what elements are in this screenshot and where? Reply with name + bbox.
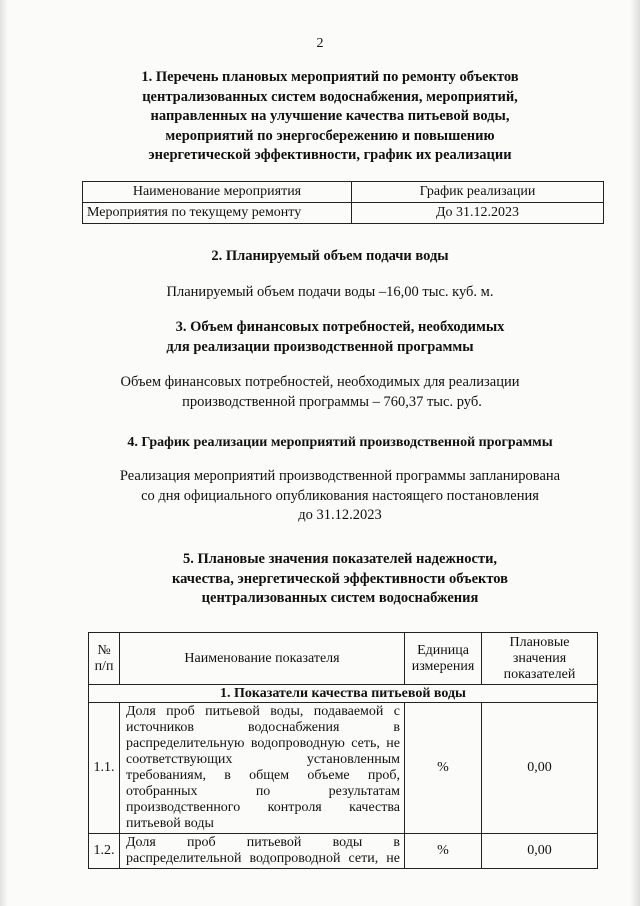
section1-title: [60, 68, 600, 166]
row-indicator-name: [120, 703, 405, 834]
header-activity: Наименование мероприятия: [83, 182, 352, 203]
indicator-line: распределительной водопроводной сети, не: [126, 851, 400, 866]
section3-text-line: Объем финансовых потребностей, необходимых для реализации: [120, 374, 520, 390]
row-unit: %: [405, 703, 482, 834]
section5-title-line: 5. Плановые значения показателей надежности,: [182, 551, 498, 567]
indicator-line: требованиям, в общем объеме проб,: [126, 768, 400, 783]
section3-title-line: 3. Объем финансовых потребностей, необходимых: [175, 319, 505, 335]
section1-title-line: 1. Перечень плановых мероприятий по ремонту объектов: [141, 69, 519, 85]
section3-text: [40, 373, 600, 412]
page-number: 2: [316, 36, 324, 51]
header-number-line: №: [97, 642, 111, 658]
section5-title: [60, 550, 620, 609]
section5-title-line: качества, энергетической эффективности объектов: [171, 570, 509, 587]
table-header-row: [89, 633, 598, 685]
table-row: [89, 703, 598, 834]
header-number-line: п/п: [94, 658, 114, 674]
table-row: [89, 834, 598, 869]
table-header-row: [83, 182, 604, 203]
cell-schedule: До 31.12.2023: [352, 203, 604, 224]
section1-title-line: мероприятий по энергосбережению и повышению: [165, 127, 495, 144]
row-number: 1.1.: [89, 703, 120, 834]
table-row: [83, 203, 604, 224]
header-plan-line: Плановые: [509, 634, 570, 650]
header-schedule: График реализации: [352, 182, 604, 203]
header-plan-line: значения: [512, 650, 567, 666]
section1-title-line: направленных на улучшение качества питьевой воды,: [150, 108, 510, 124]
indicator-line: источников водоснабжения в: [126, 720, 400, 735]
header-unit: [405, 633, 482, 685]
row-unit: %: [405, 834, 482, 869]
scan-shadow-right: [630, 0, 640, 906]
section3-text-line: производственной программы – 760,37 тыс. руб.: [182, 393, 482, 410]
section4-text-line: со дня официального опубликования настоящего постановления: [141, 487, 539, 504]
section2-text: Планируемый объем подачи воды –16,00 тыс. куб. м.: [166, 284, 494, 300]
row-number: 1.2.: [89, 834, 120, 869]
header-unit-line: Единица: [417, 642, 469, 658]
row-value: 0,00: [482, 703, 598, 834]
header-unit-line: измерения: [411, 658, 475, 674]
section3-title: [40, 318, 600, 357]
cell-activity: Мероприятия по текущему ремонту: [83, 203, 352, 224]
group-title: 1. Показатели качества питьевой воды: [89, 685, 598, 703]
section5-title-line: централизованных систем водоснабжения: [201, 590, 479, 606]
indicator-line: Доля проб питьевой воды, подаваемой с: [126, 704, 400, 719]
section2-title: 2. Планируемый объем подачи воды: [211, 248, 449, 264]
indicator-line: производственного контроля качества: [126, 800, 400, 815]
indicator-line: отобранных по результатам: [126, 784, 400, 799]
row-indicator-name: [120, 834, 405, 869]
header-indicator-name: Наименование показателя: [120, 633, 405, 685]
header-plan-line: показателей: [503, 666, 576, 682]
section4-text-line: до 31.12.2023: [298, 507, 382, 523]
header-number: [89, 633, 120, 685]
header-plan-values: [482, 633, 598, 685]
indicator-line: соответствующих установленным: [126, 752, 400, 767]
activities-table: [82, 181, 604, 224]
section1-title-line: энергетической эффективности, график их реализации: [148, 147, 512, 163]
section4-text: [40, 467, 640, 526]
row-value: 0,00: [482, 834, 598, 869]
indicator-line: Доля проб питьевой воды в: [126, 835, 400, 850]
group-row: [89, 685, 598, 703]
section3-title-line: для реализации производственной программы: [166, 338, 474, 355]
scan-shadow-left: [0, 0, 8, 906]
section1-title-line: централизованных систем водоснабжения, мероприятий,: [142, 88, 518, 105]
section4-title: 4. График реализации мероприятий производственной программы: [127, 435, 553, 450]
indicator-line: питьевой воды: [126, 816, 214, 831]
indicator-line: распределительную водопроводную сеть, не: [126, 736, 400, 751]
indicators-table: [88, 632, 598, 869]
section4-text-line: Реализация мероприятий производственной программы запланирована: [119, 468, 561, 484]
